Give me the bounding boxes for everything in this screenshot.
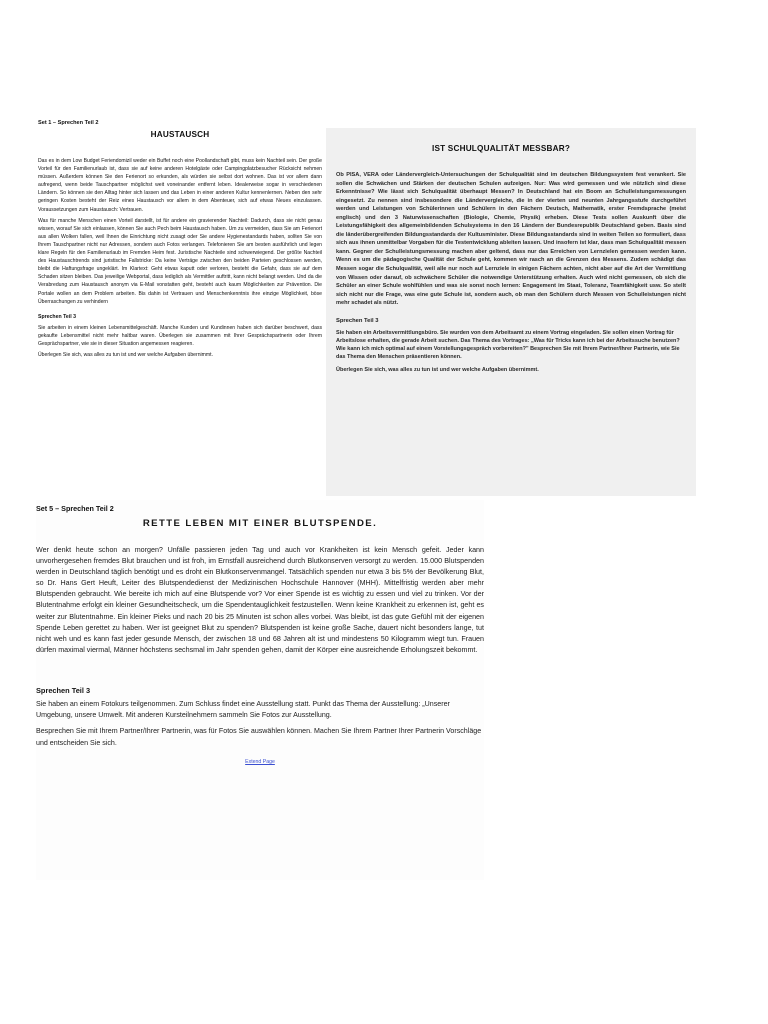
article-paragraph: Wer denkt heute schon an morgen? Unfälle passieren jeden Tag und auch vor Krankheiten ist kein Mensch gefeit. Jeder kann unvorhergesehen fremdes Blut brauchen und ist froh, im Ernstfall ausreichend durch Blutkonserven versorgt zu werden. 15.000 Blutspenden werden in Deutschland täglich benötigt und es droht ein Blutkonservenmangel. Tatsächlich spenden nur etwa 3 bis 5% der Bevölkerung Blut, so Dr. Hans Gert Heuft, Leiter des Blutspendedienst der Medizinischen Hochschule Hannover (MHH). Mittelfristig werden aber mehr Blutspenden gebraucht. Wie bereite ich mich auf eine Blutspende vor? Vor einer Spende ist es wichtig zu essen und viel zu trinken. Vor der Blutentnahme erfolgt ein kleiner Gesundheitscheck, um die Spendentauglichkeit festzustellen. Wenn keine Krankheit zu erkennen ist, geht es weiter zur Blutentnahme. Ein kleiner Pieks und nach 20 bis 25 Minuten ist schon alles vorbei. Was bleibt, ist das gute Gefühl mit der eigenen Spende Leben gerettet zu haben. Wer ist geeignet Blut zu spenden? Blutspenden ist keine große Sache, dauert nicht besonders lange, tut nicht weh und es kann fast jeder gesunde Mensch, der zwischen 18 und 68 Jahren alt ist und mindestens 50 Kilogramm wiegt tun. Frauen dürfen maximal viermal, Männer höchstens sechsmal im Jahr spenden gehen, damit der Körper eine ausreichende Erholungszeit bekommt. [36,546,484,654]
section-heading: Sprechen Teil 3 [36,685,91,695]
task-closing: Überlegen Sie sich, was alles zu tun ist und wer welche Aufgaben übernimmt. [336,366,539,373]
haustausch-panel [38,120,322,496]
task-text: Sie arbeiten in einem kleinen Lebensmittelgeschäft. Manche Kunden und Kundinnen haben sich darüber beschwert, dass gekaufte Lebensmittel nicht mehr haltbar waren. Überlegen sie zusammen mit Ihrer Gesprächspartnerin oder Ihrem Gesprächspartner, wie sie in dieser Situation angemessen reagieren. [38,324,322,347]
task-text: Sie haben ein Arbeitsvermittlungsbüro. Sie wurden von dem Arbeitsamt zu einem Vortrag eingeladen. Sie sollen einen Vortrag für Arbeitslose erhalten, die gerade Arbeit suchen. Das Thema des Vortrages: „Was für Tricks kann ich bei der Arbeitssuche benutzen? Wie kann ich mich optimal auf einem Vorstellungsgespräch vorbereiten?" Besprechen Sie mit Ihrem Partner/Ihrer Partnerin, wie Sie das Thema den Menschen präsentieren können. [336,329,680,361]
task-closing: Überlegen Sie sich, was alles zu tun ist und wer welche Aufgaben übernimmt. [38,351,213,358]
set-label: Set 5 – Sprechen Teil 2 [36,504,114,513]
article-paragraph: Was für manche Menschen einen Vorteil darstellt, ist für andere ein gravierender Nachteil: Dadurch, dass sie nicht genau wissen, worauf Sie sich einlassen, können Sie auch Pech beim Haustausch haben. Um zu vermeiden, dass Sie am Ferienort aus allen Wolken fallen, weil Ihnen die Einrichtung nicht zusagt oder Sie andere Hygienestandards haben, sollten Sie von Ihrem Tauschpartner nicht nur Adressen, sondern auch Fotos verlangen. Telefonieren Sie am besten ausführlich und legen klare Regeln für den Familienurlaub im Fremden Heim fest. Juristische Nachteile sind schwerwiegend. Der größte Nachteil des Haustauschtrends sind juristische Fallstricke: Da keine Verträge zwischen den beiden Parteien geschlossen werden, bleibt die Haftungsfrage ungeklärt. Im Klartext: Geht etwas kaputt oder verloren, besteht die Gefahr, dass sie auf dem Schaden sitzen bleiben. Das jeweilige Webportal, dass lediglich als Vermittler auftritt, kann nicht belangt werden. Und da die Verabredung zum Haustausch anonym via E-Mail vonstatten geht, besteht auch kaum Möglichkeiten zur Prävention. Die Portale wollen an dem Problem arbeiten. Bis dahin ist Vertrauen und Menschenkenntnis ihre einzige Möglichkeit, böse Überraschungen zu verhindern [38,217,322,305]
schulqualitaet-panel [326,128,696,496]
extend-page-link[interactable]: Extend Page [245,758,275,765]
set-label: Set 1 – Sprechen Teil 2 [38,120,99,126]
task-closing: Besprechen Sie mit Ihrem Partner/Ihrer Partnerin, was für Fotos Sie auswählen können. Machen Sie Ihrem Partner Ihrer Partnerin Vorschläge und entscheiden Sie sich. [36,727,482,747]
section-heading: Sprechen Teil 3 [336,317,379,324]
task-text: Sie haben an einem Fotokurs teilgenommen. Zum Schluss findet eine Ausstellung statt. Punkt das Thema der Ausstellung: „Unserer Umgebung, unsere Umwelt. Mit anderen Kursteilnehmern sammeln Sie Fotos zur Ausstellung. [36,699,450,720]
article-title: IST SCHULQUALITÄT MESSBAR? [432,144,571,153]
article-paragraph: Das es in dem Low Budget Feriendomizil weder ein Buffet noch eine Poollandschaft gibt, muss kein Nachteil sein. Der große Vorteil für den Familienurlaub ist, dass sie auf keine anderen Hotelgäste oder Campingplatzbesucher Rücksicht nehmen müssen. Außerdem können Sie den Ferienort so erkunden, als würden sie selbst dort wohnen. Das ist vor allem dann aufregend, wenn beide Tauschpartner möglichst weit voneinander entfernt leben. Idealerweise sogar in verschiedenen Ländern. So können sie den Alltag hinter sich lassen und das Leben in einer anderen Kultur kennenlernen. Neben den sehr geringen Kosten besteht der Reiz eines Haustausch vor allem in dem Abenteuer, sich auf etwas Neues einzulassen. Voraussetzungen zum Haustausch: Vertrauen. [38,158,322,213]
article-paragraph: Ob PISA, VERA oder Ländervergleich-Untersuchungen der Schulqualität sind im deutschen Bildungssystem fest verankert. Sie sollen die Schwächen und Stärken der deutschen Schulen aufzeigen. Nur: Was wird gemessen und wie nützlich sind diese Erkenntnisse? Wie lässt sich Schulqualität überhaupt Messen? In Deutschland hat ein Boom an Schulleistungsmessungen eingesetzt. Zu nennen sind insbesondere die Ländervergleiche, die in der vierten und neunten Jahrgangsstufe durchgeführt werden und Leistungen von Schülerinnen und Schülern in den Fächern Deutsch, Mathematik, erster Fremdsprache (meist englisch) und den 3 Naturwissenschaften (Biologie, Chemie, Physik) erheben. Diese Tests sollen Auskunft über die Leistungsfähigkeit des allgemeinbildenden Schulsystems in den 16 Ländern der Bundesrepublik Deutschland geben. Basis sind die länderübergreifenden Bildungsstandards der Kultusminister. Diese Bildungsstandards sind in weiten Teilen so formuliert, dass sich aus ihnen unmittelbar Vorgaben für die Testentwicklung ableiten lassen. Und insofern ist klar, dass man Schulqualität messen kann. Gegner der Schulleistungsmessung machen aber geltend, dass nur das Erreichen von Lernzielen gemessen werden kann. Wenn es um die pädagogische Qualität der Schule geht, kommen wir rasch an die Grenzen des Messens. Zudem schädigt das Messen sogar die Schulqualität, weil alle nur noch auf Lernziele in einigen Fächern achten, nicht aber auf die Art der Vermittlung von Wissen oder darauf, ob schwächere Schüler die notwendige Unterstützung erhalten. Auch wird nicht gemessen, ob sich die Schüler an einer Schule wohlfühlen und was sie sonst noch lernen: Engagement im Staat, Toleranz, Teamfähigkeit usw. So stellt sich nicht nur die Frage, was eine gute Schule ist, sondern auch, ob man den Schülern durch Messen von Schulleistungen nicht mehr schadet als nützt. [336,172,686,307]
section-heading: Sprechen Teil 3 [38,313,76,320]
blutspende-panel [36,500,484,880]
article-title: RETTE LEBEN MIT EINER BLUTSPENDE. [142,518,378,529]
article-title: HAUSTAUSCH [150,130,210,139]
